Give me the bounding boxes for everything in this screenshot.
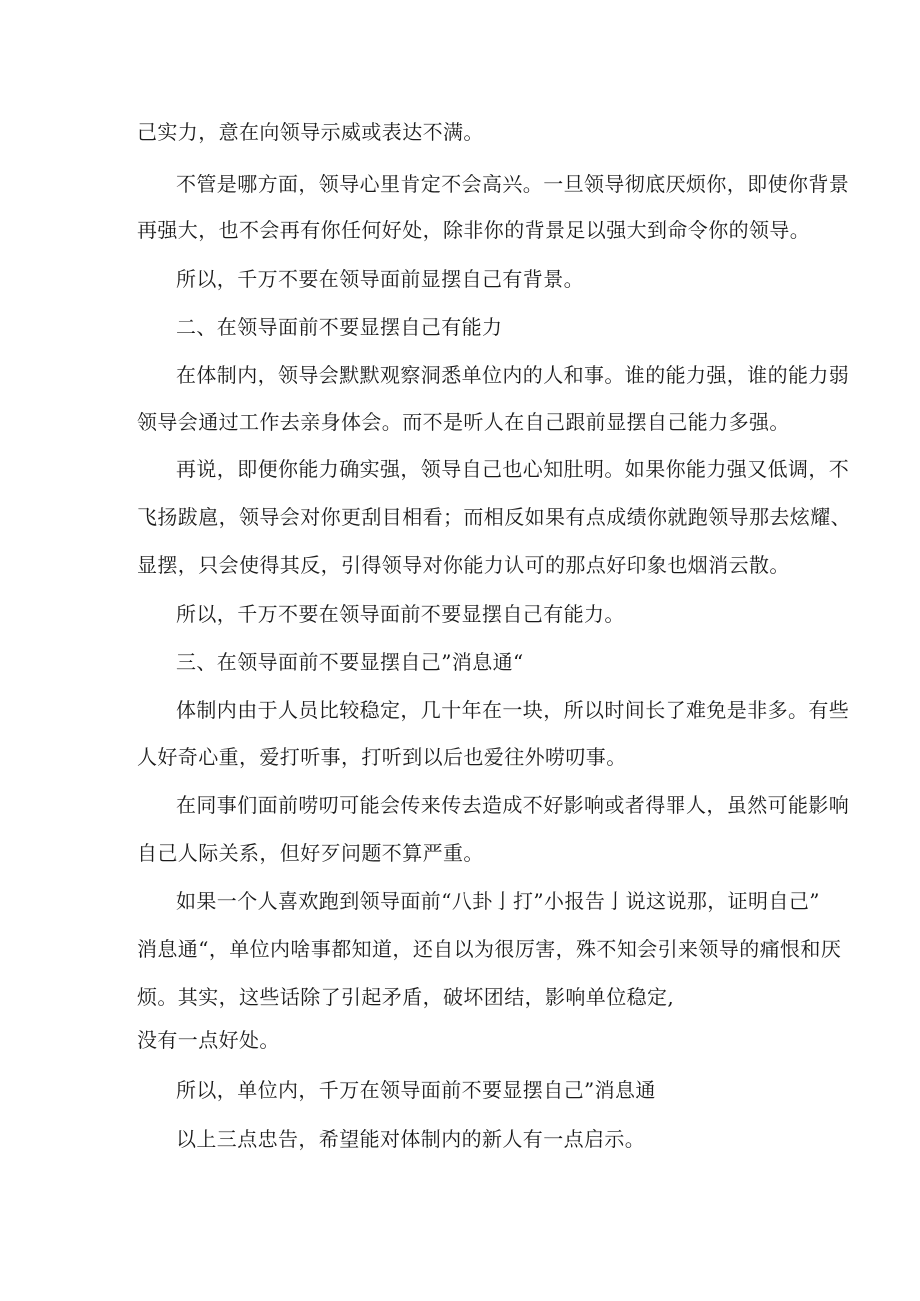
text-line: 在同事们面前唠叨可能会传来传去造成不好影响或者得罪人，虽然可能影响: [176, 793, 850, 817]
text-line: 没有一点好处。: [137, 1028, 280, 1052]
text-line: 再说，即便你能力确实强，领导自己也心知肚明。如果你能力强又低调，不: [176, 457, 850, 481]
text-line: 所以，单位内，千万在领导面前不要显摆自己”消息通: [176, 1078, 656, 1102]
text-line: 不管是哪方面，领导心里肯定不会高兴。一旦领导彻底厌烦你，即使你背景: [176, 172, 850, 196]
text-line: 领导会通过工作去亲身体会。而不是听人在自己跟前显摆自己能力多强。: [137, 410, 790, 434]
section-heading: 二、在领导面前不要显摆自己有能力: [176, 315, 503, 339]
text-line: 再强大，也不会再有你任何好处，除非你的背景足以强大到命令你的领导。: [137, 218, 811, 242]
text-line: 自己人际关系，但好歹问题不算严重。: [137, 841, 484, 865]
text-line: 所以，千万不要在领导面前不要显摆自己有能力。: [176, 602, 625, 626]
text-line: 显摆，只会使得其反，引得领导对你能力认可的那点好印象也烟消云散。: [137, 553, 790, 577]
text-line: 己实力，意在向领导示威或表达不满。: [137, 120, 484, 144]
text-line: 如果一个人喜欢跑到领导面前“八卦亅打”小报告亅说这说那，证明自己”: [176, 889, 820, 913]
text-line: 人好奇心重，爱打听事，打听到以后也爱往外唠叨事。: [137, 745, 627, 769]
text-line: 以上三点忠告，希望能对体制内的新人有一点启示。: [176, 1127, 646, 1151]
text-line: 所以，千万不要在领导面前显摆自己有背景。: [176, 267, 584, 291]
section-heading: 三、在领导面前不要显摆自己”消息通“: [176, 650, 524, 674]
text-line: 在体制内，领导会默默观察洞悉单位内的人和事。谁的能力强，谁的能力弱: [176, 363, 850, 387]
text-line: 体制内由于人员比较稳定，几十年在一块，所以时间长了难免是非多。有些: [176, 698, 850, 722]
text-line: 烦。其实，这些话除了引起矛盾，破坏团结，影响单位稳定,: [137, 985, 675, 1009]
text-line: 消息通“，单位内啥事都知道，还自以为很厉害，殊不知会引来领导的痛恨和厌: [137, 937, 842, 961]
text-line: 飞扬跋扈，领导会对你更刮目相看；而相反如果有点成绩你就跑领导那去炫耀、: [137, 505, 851, 529]
